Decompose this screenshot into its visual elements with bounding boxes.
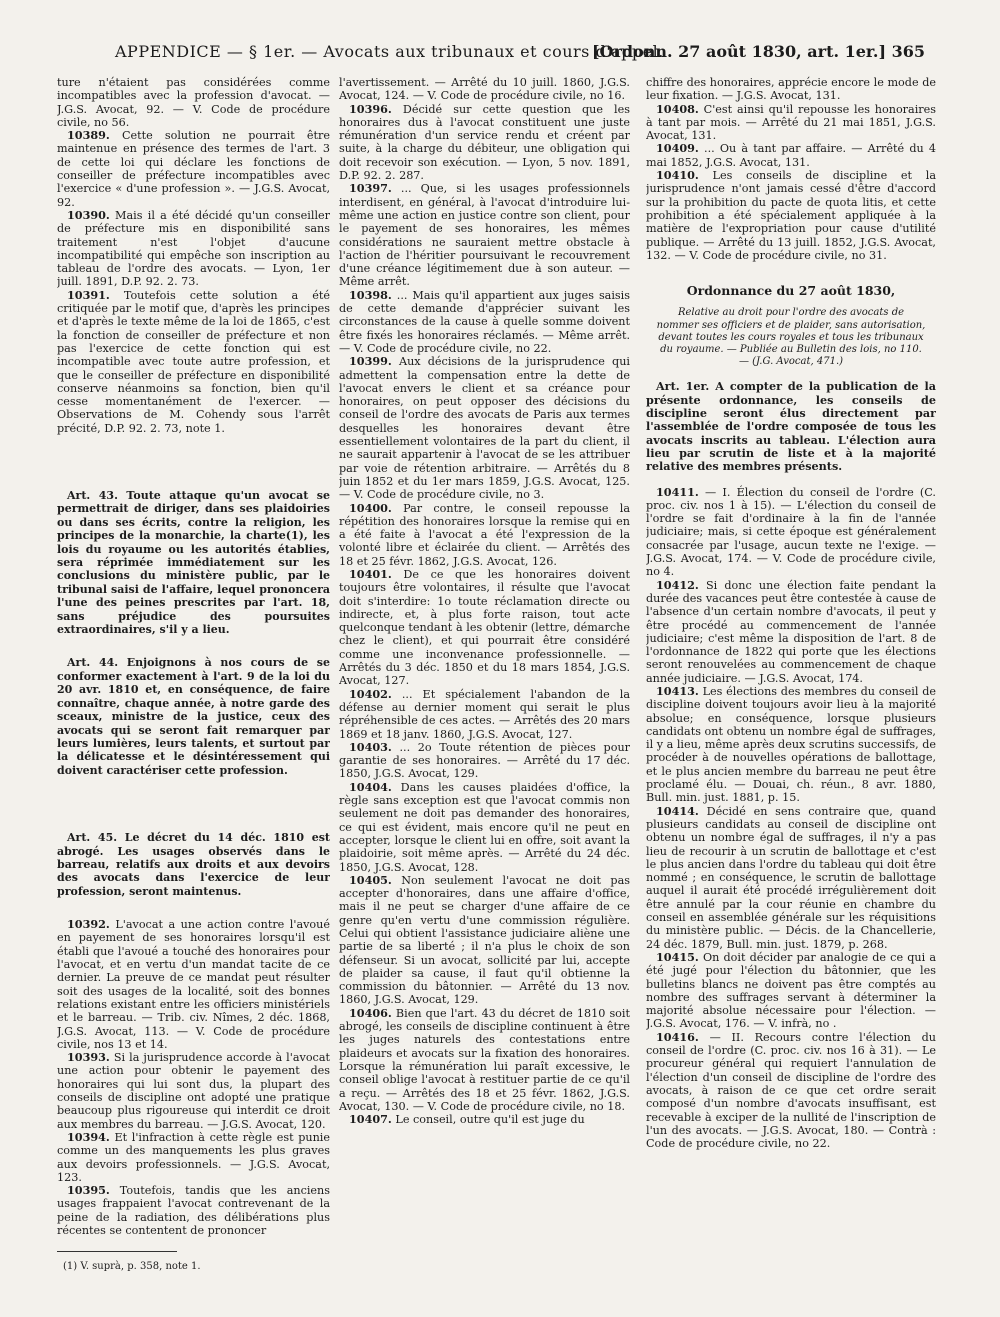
paragraph-10393 <box>57 1051 330 1131</box>
paragraph-10405 <box>339 874 630 1007</box>
paragraph-10394 <box>57 1131 330 1184</box>
paragraph-text: Les élections des membres du conseil de discipline doivent toujours avoir lieu à la majorité absolue; en conséquence, lorsque plusieurs candidats ont obtenu un nombre égal de suffrages, il y a lieu, même après deux scrutins successifs, de procéder à de nouvelles opérations de ballottage, et le plus ancien membre du barreau ne peut être proclamé élu. — Douai, ch. réun., 8 avr. 1880, Bull. min. just. 1881, p. 15. <box>646 685 936 805</box>
paragraph-text: — II. Recours contre l'élection du conseil de l'ordre (C. proc. civ. nos 16 à 31). — Le procureur général qui requiert l'annulation de l'élection d'un conseil de discipline de l'ordre des avocats, à raison de ce que cet ordre serait composé d'un nombre d'avocats insuffisant, est recevable à exciper de la nullité de l'inscription de l'un des avocats. — J.G.S. Avocat, 180. — Contrà : Code de procédure civile, no 22. <box>646 1030 936 1151</box>
paragraph-10404 <box>339 781 630 874</box>
paragraph: chiffre des honoraires, apprécie encore le mode de leur fixation. — J.G.S. Avocat, 131. <box>646 76 936 103</box>
paragraph-10413 <box>646 685 936 805</box>
paragraph-number: 10398. <box>349 287 392 302</box>
paragraph-number: 10415. <box>656 949 699 964</box>
ordinance-title: Ordonnance du 27 août 1830, <box>686 283 896 299</box>
paragraph-number: 10409. <box>656 141 699 156</box>
paragraph-text: Toutefois cette solution a été critiquée par le motif que, d'après les principes et d'après le texte même de la loi de 1865, c'est la fonction de conseiller de préfecture et non pas l'exercice de cette fonction qui est incompatible avec toute autre profession, et que le conseiller de préfecture en disponibilité conserve néanmoins sa fonction, bien qu'il cesse momentanément de l'exercer. — Observations de M. Cohendy sous l'arrêt précité, D.P. 92. 2. 73, note 1. <box>57 288 330 435</box>
paragraph-text: Décidé en sens contraire que, quand plusieurs candidats au conseil de discipline ont obtenu un nombre égal de suffrages, il n'y a pas lieu de recourir à un scrutin de ballottage et c'est le plus ancien dans l'ordre du tableau qui doit être nommé ; en conséquence, le scrutin de ballottage auquel il aurait été procédé irrégulièrement doit être annulé par la cour réunie en chambre du conseil en assemblée générale sur les réquisitions du ministère public. — Décis. de la Chancellerie, 24 déc. 1879, Bull. min. just. 1879, p. 268. <box>646 804 936 951</box>
paragraph-number: 10407. <box>349 1112 392 1127</box>
article-43: Art. 43. Toute attaque qu'un avocat se permettrait de diriger, dans ses plaidoiries ou dans ses écrits, contre la religion, les principes de la monarchie, la charte(1), les lois du royaume ou les autorités établies, sera réprimée immédiatement sur les conclusions du ministère public, par le tribunal saisi de l'affaire, lequel prononcera l'une des peines prescrites par l'art. 18, sans préjudice des poursuites extraordinaires, s'il y a lieu. <box>57 489 330 637</box>
paragraph-number: 10400. <box>349 500 392 515</box>
paragraph-number: 10402. <box>349 686 392 701</box>
paragraph: l'avertissement. — Arrêté du 10 juill. 1860, J.G.S. Avocat, 124. — V. Code de procédure civile, no 16. <box>339 76 630 103</box>
paragraph-text: C'est ainsi qu'il repousse les honoraires à tant par mois. — Arrêté du 21 mai 1851, J.G.S. Avocat, 131. <box>646 102 936 143</box>
paragraph-10408 <box>646 103 936 143</box>
paragraph-number: 10405. <box>349 872 392 887</box>
paragraph-number: 10414. <box>656 803 699 818</box>
paragraph-number: 10401. <box>349 566 392 581</box>
paragraph-number: 10408. <box>656 101 699 116</box>
paragraph-text: Bien que l'art. 43 du décret de 1810 soit abrogé, les conseils de discipline continuent à être les juges naturels des contestations entre plaideurs et avocats sur la fixation des honoraires. Lorsque la rémunération lui paraît excessive, le conseil oblige l'avocat à restituer partie de ce qu'il a reçu. — Arrêtés des 18 et 25 févr. 1862, J.G.S. Avocat, 130. — V. Code de procédure civile, no 18. <box>339 1006 630 1113</box>
paragraph-text: Les conseils de discipline et la jurisprudence n'ont jamais cessé d'être d'accord sur la prohibition du pacte de quota litis, et cette prohibition a été spécialement appliquée à la matière de l'expropriation pour cause d'utilité publique. — Arrêté du 13 juill. 1852, J.G.S. Avocat, 132. — V. Code de procédure civile, no 31. <box>646 169 936 262</box>
paragraph-10403 <box>339 741 630 781</box>
paragraph-10412 <box>646 579 936 685</box>
paragraph-text: ... 2o Toute rétention de pièces pour garantie de ses honoraires. — Arrêté du 17 déc. 1850, J.G.S. Avocat, 129. <box>339 740 630 781</box>
paragraph-text: ... Ou à tant par affaire. — Arrêté du 4 mai 1852, J.G.S. Avocat, 131. <box>646 142 936 169</box>
paragraph-10390 <box>57 209 330 289</box>
paragraph: ture n'étaient pas considérées comme incompatibles avec la profession d'avocat. — J.G.S. Avocat, 92. — V. Code de procédure civile, no 56. <box>57 76 330 129</box>
paragraph-text: Cette solution ne pourrait être maintenue en présence des termes de l'art. 3 de cette loi qui déclare les fonctions de conseiller de préfecture incompatibles avec l'exercice « d'une profession ». — J.G.S. Avocat, 92. <box>57 129 330 209</box>
paragraph-text: ... Mais qu'il appartient aux juges saisis de cette demande d'apprécier suivant les circonstances de la cause à quelle somme doivent être fixés les honoraires réclamés. — Même arrêt. — V. Code de procédure civile, no 22. <box>339 288 630 355</box>
paragraph-number: 10395. <box>67 1183 110 1198</box>
paragraph-10411 <box>646 486 936 579</box>
paragraph-10415 <box>646 951 936 1031</box>
paragraph-10406 <box>339 1007 630 1113</box>
paragraph-text: Si donc une élection faite pendant la durée des vacances peut être contestée à cause de l'absence d'un certain nombre d'avocats, il peut y être procédé au commencement de l'année judiciaire; c'est même la disposition de l'art. 8 de l'ordonnance de 1822 qui porte que les élections seront renouvelées au commencement de chaque année judiciaire. — J.G.S. Avocat, 174. <box>646 578 936 685</box>
paragraph-number: 10406. <box>349 1005 392 1020</box>
paragraph-text: Mais il a été décidé qu'un conseiller de préfecture mis en disponibilité sans traitement n'est l'objet d'aucune incompatibilité qui empêche son inscription au tableau de l'ordre des avocats. — Lyon, 1er juill. 1891, D.P. 92. 2. 73. <box>57 208 330 289</box>
paragraph-number: 10397. <box>349 181 392 196</box>
paragraph-number: 10412. <box>656 577 699 592</box>
paragraph-text: Toutefois, tandis que les anciens usages frappaient l'avocat contrevenant de la peine de la radiation, des délibérations plus récentes se contentent de prononcer <box>57 1184 330 1237</box>
article-44: Art. 44. Enjoignons à nos cours de se conformer exactement à l'art. 9 de la loi du 20 avr. 1810 et, en conséquence, de faire connaître, chaque année, à notre garde des sceaux, ministre de la justice, ceux des avocats qui se seront fait remarquer par leurs lumières, leurs talents, et surtout par la délicatesse et le désintéressement qui doivent caractériser cette profession. <box>57 656 330 777</box>
column-middle <box>339 76 630 1271</box>
paragraph-10407 <box>339 1113 630 1126</box>
paragraph-number: 10413. <box>656 684 699 698</box>
paragraph-10401 <box>339 568 630 688</box>
paragraph-number: 10393. <box>67 1050 110 1065</box>
column-right <box>646 76 936 1271</box>
header-reference-page-number: [Ordonn. 27 août 1830, art. 1er.] 365 <box>591 42 925 61</box>
paragraph-10395 <box>57 1184 330 1237</box>
paragraph-text: Décidé sur cette question que les honoraires dus à l'avocat constituent une juste rémunération d'un service rendu et créent par suite, à la charge du débiteur, une obligation qui doit recevoir son exécution. — Lyon, 5 nov. 1891, D.P. 92. 2. 287. <box>339 102 630 183</box>
paragraph-10389 <box>57 129 330 209</box>
paragraph-text: Et l'infraction à cette règle est punie comme un des manquements les plus graves aux devoirs professionnels. — J.G.S. Avocat, 123. <box>57 1130 330 1184</box>
paragraph-number: 10399. <box>349 354 392 369</box>
paragraph-number: 10416. <box>656 1029 699 1044</box>
paragraph-text: L'avocat a une action contre l'avoué en payement de ses honoraires lorsqu'il est établi que l'avoué a touché des honoraires pour l'avocat, et en vertu d'un mandat tacite de ce dernier. La preuve de ce mandat peut résulter soit des usages de la localité, soit des bonnes relations existant entre les officiers ministériels et le barreau. — Trib. civ. Nîmes, 2 déc. 1868, J.G.S. Avocat, 113. — V. Code de procédure civile, nos 13 et 14. <box>57 918 330 1051</box>
paragraph-10410 <box>646 169 936 262</box>
header-title: APPENDICE — § 1er. — Avocats aux tribunaux et cours d'appel. <box>115 42 664 61</box>
ordinance-subtitle: Relative au droit pour l'ordre des avocats de nommer ses officiers et de plaider, sans autorisation, devant toutes les cours royales et tous les tribunaux du royaume. — Publiée au Bulletin des lois, no 110. — (J.G. Avocat, 471.) <box>656 307 926 368</box>
paragraph-10392 <box>57 918 330 1051</box>
running-header <box>115 42 925 68</box>
footnote: (1) V. suprà, p. 358, note 1. <box>63 1261 201 1271</box>
paragraph-text: Si la jurisprudence accorde à l'avocat une action pour obtenir le payement des honoraires qui lui sont dus, la plupart des conseils de discipline ont adopté une pratique beaucoup plus rigoureuse qui interdit ce droit aux membres du barreau. — J.G.S. Avocat, 120. <box>57 1051 330 1131</box>
paragraph-number: 10390. <box>67 207 110 222</box>
paragraph-10397 <box>339 182 630 288</box>
paragraph-number: 10403. <box>349 739 392 754</box>
paragraph-10398 <box>339 289 630 355</box>
paragraph-10399 <box>339 355 630 501</box>
paragraph-10402 <box>339 688 630 741</box>
paragraph-number: 10410. <box>656 168 699 183</box>
paragraph-text: Non seulement l'avocat ne doit pas accepter d'honoraires, dans une affaire d'office, mais il ne peut se charger d'une affaire de ce genre qu'en vertu d'une commission régulière. Celui qui obtient l'assistance judiciaire aliène une partie de sa liberté ; il n'a plus le choix de son défenseur. Si un avocat, sollicité par lui, accepte de plaider sa cause, il faut qu'il obtienne la commission du bâtonnier. — Arrêté du 13 nov. 1860, J.G.S. Avocat, 129. <box>339 873 630 1007</box>
paragraph-10414 <box>646 805 936 951</box>
paragraph-10416 <box>646 1031 936 1151</box>
paragraph-text: Aux décisions de la jurisprudence qui admettent la compensation entre la dette de l'avocat envers le client et sa créance pour honoraires, on peut opposer des décisions du conseil de l'ordre des avocats de Paris aux termes desquelles les honoraires devant être essentiellement volontaires de la part du client, il ne saurait appartenir à l'avocat de se les attribuer par voie de rétention arbitraire. — Arrêtés du 8 juin 1852 et du 1er mars 1859, J.G.S. Avocat, 125. — V. Code de procédure civile, no 3. <box>339 355 630 502</box>
paragraph-text: Par contre, le conseil repousse la répétition des honoraires lorsque la remise qui en a été faite à l'avocat a été l'expression de la volonté libre et éclairée du client. — Arrêtés des 18 et 25 févr. 1862, J.G.S. Avocat, 126. <box>339 501 630 568</box>
paragraph-number: 10411. <box>656 484 699 499</box>
paragraph-number: 10389. <box>67 128 110 143</box>
article-45: Art. 45. Le décret du 14 déc. 1810 est abrogé. Les usages observés dans le barreau, relatifs aux droits et aux devoirs des avocats dans l'exercice de leur profession, seront maintenus. <box>57 831 330 898</box>
paragraph-text: On doit décider par analogie de ce qui a été jugé pour l'élection du bâtonnier, que les bulletins blancs ne doivent pas être comptés au nombre des suffrages servant à déterminer la majorité absolue nécessaire pour l'élection. — J.G.S. Avocat, 176. — V. infrà, no . <box>646 950 936 1031</box>
paragraph-10409 <box>646 142 936 169</box>
paragraph-text: ... Que, si les usages professionnels interdisent, en général, à l'avocat d'introduire lui-même une action en justice contre son client, pour le payement de ses honoraires, les mêmes considérations ne sauraient mettre obstacle à l'action de l'héritier poursuivant le recouvrement d'une créance légitimement due à son auteur. — Même arrêt. <box>339 182 630 289</box>
paragraph-number: 10392. <box>67 917 110 932</box>
paragraph-10400 <box>339 502 630 568</box>
paragraph-text: ... Et spécialement l'abandon de la défense au dernier moment qui serait le plus répréhensible de ces actes. — Arrêtés des 20 mars 1869 et 18 janv. 1860, J.G.S. Avocat, 127. <box>339 687 630 741</box>
paragraph-10391 <box>57 289 330 435</box>
paragraph-number: 10391. <box>67 287 110 302</box>
paragraph-10396 <box>339 103 630 183</box>
footnote-divider <box>57 1251 177 1252</box>
paragraph-number: 10394. <box>67 1129 110 1144</box>
paragraph-text: De ce que les honoraires doivent toujours être volontaires, il résulte que l'avocat doit s'interdire: 1o toute réclamation directe ou indirecte, et, à plus forte raison, tout acte quelconque tendant à les obtenir (lettre, démarche chez le client), et qui pourrait être considéré comme une inconvenance professionnelle. — Arrêtés du 3 déc. 1850 et du 18 mars 1854, J.G.S. Avocat, 127. <box>339 567 630 688</box>
article-1: Art. 1er. A compter de la publication de la présente ordonnance, les conseils de discipline seront élus directement par l'assemblée de l'ordre composée de tous les avocats inscrits au tableau. L'élection aura lieu par scrutin de liste et à la majorité relative des membres présents. <box>646 379 936 474</box>
paragraph-number: 10404. <box>349 779 392 794</box>
paragraph-text: Dans les causes plaidées d'office, la règle sans exception est que l'avocat commis non seulement ne doit pas demander des honoraires, ce qui est évident, mais encore qu'il ne peut en accepter, lorsque le client lui en offre, soit avant la plaidoirie, soit même après. — Arrêté du 24 déc. 1850, J.G.S. Avocat, 128. <box>339 780 630 874</box>
paragraph-text: Le conseil, outre qu'il est juge du <box>391 1113 585 1127</box>
paragraph-number: 10396. <box>349 101 392 116</box>
paragraph-text: — I. Élection du conseil de l'ordre (C. proc. civ. nos 1 à 15). — L'élection du conseil de l'ordre se fait d'ordinaire à la fin de l'année judiciaire; mais, si cette époque est généralement consacrée par l'usage, aucun texte ne l'exige. — J.G.S. Avocat, 174. — V. Code de procédure civile, no 4. <box>646 485 936 579</box>
column-left <box>57 76 330 1271</box>
